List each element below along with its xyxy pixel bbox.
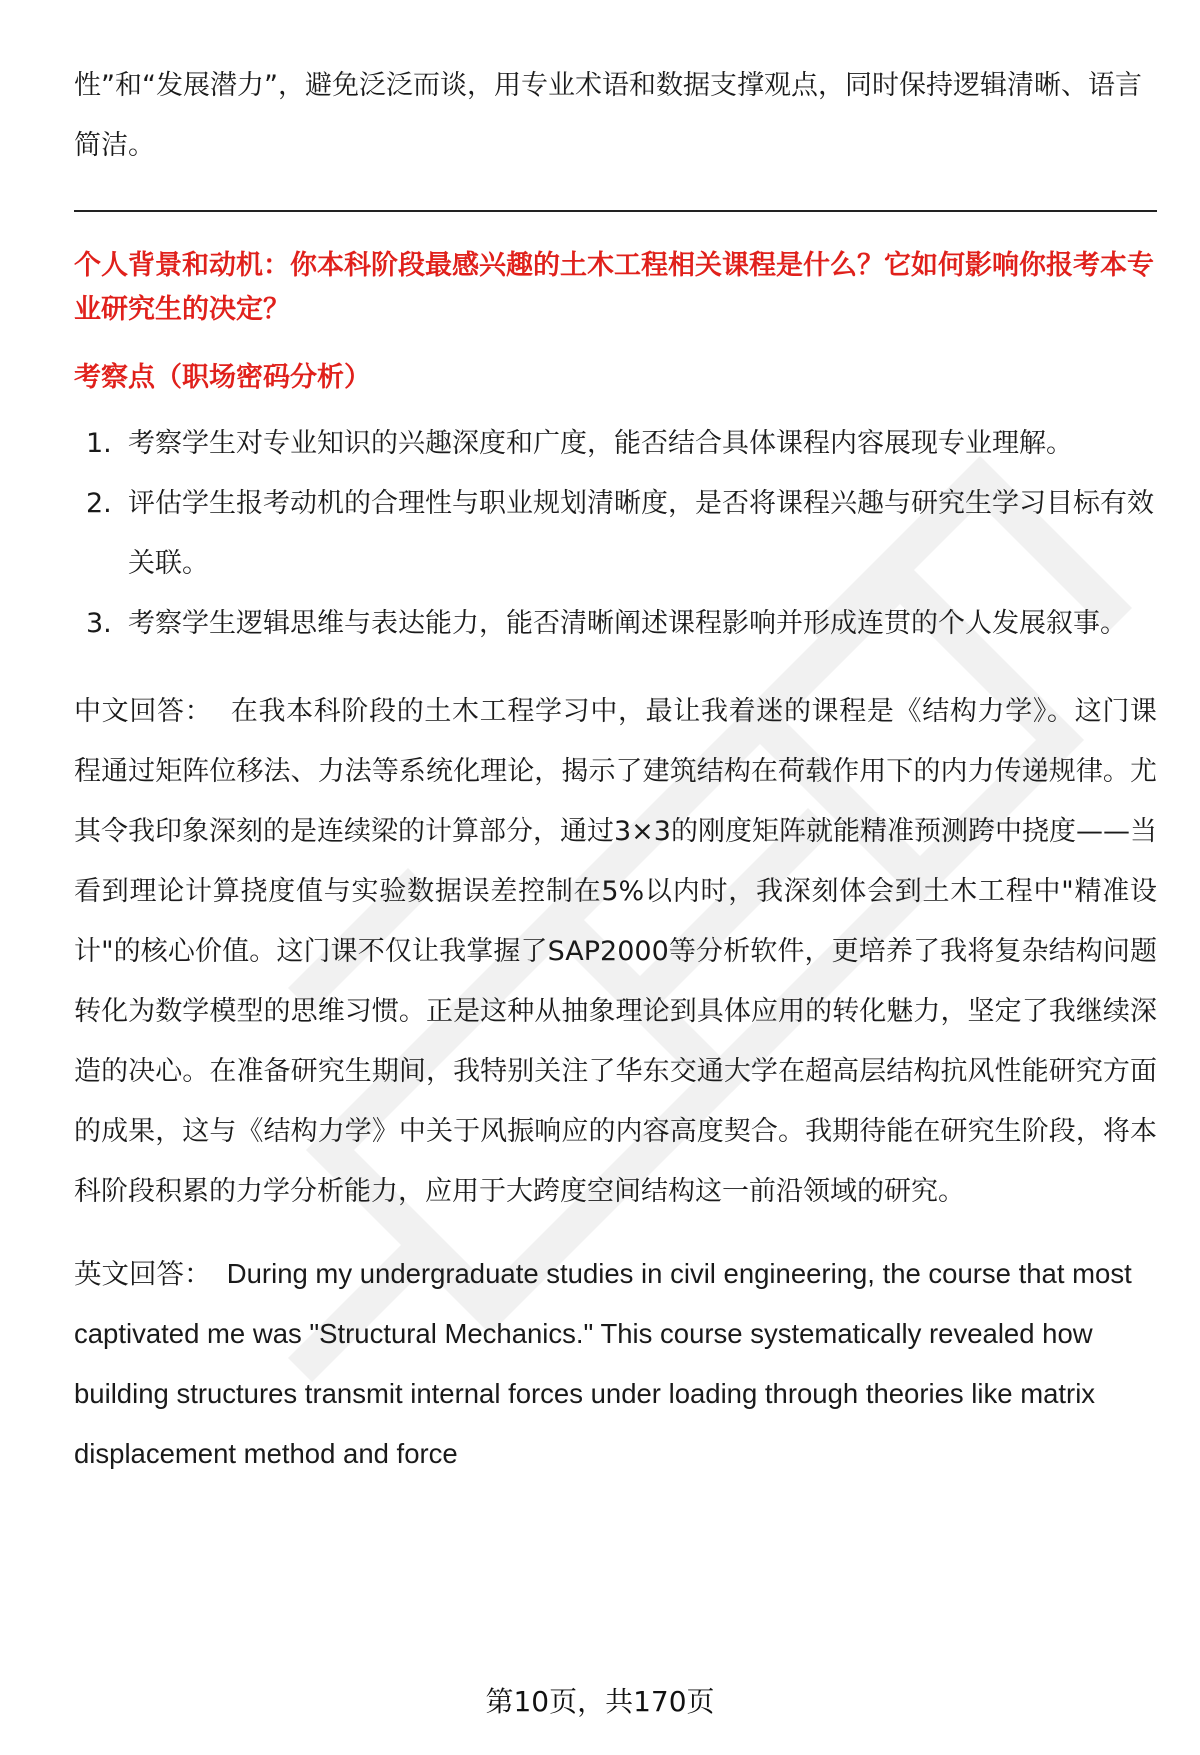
point-text: 考察学生对专业知识的兴趣深度和广度，能否结合具体课程内容展现专业理解。	[128, 428, 1073, 459]
analysis-point	[74, 474, 1157, 594]
chinese-answer	[74, 682, 1157, 1222]
point-number: 2.	[86, 488, 112, 519]
point-number: 1.	[86, 428, 112, 459]
analysis-points-list	[74, 414, 1157, 654]
english-answer-label: 英文回答：	[74, 1258, 212, 1289]
document-page	[74, 56, 1157, 1484]
intro-paragraph: 性”和“发展潜力”，避免泛泛而谈，用专业术语和数据支撑观点，同时保持逻辑清晰、语言简洁。	[74, 70, 1142, 161]
point-number: 3.	[86, 608, 112, 639]
analysis-point	[74, 594, 1157, 654]
section-divider	[74, 210, 1157, 212]
english-answer	[74, 1244, 1157, 1484]
analysis-heading: 考察点（职场密码分析）	[74, 362, 371, 393]
point-text: 考察学生逻辑思维与表达能力，能否清晰阐述课程影响并形成连贯的个人发展叙事。	[128, 608, 1127, 639]
point-text: 评估学生报考动机的合理性与职业规划清晰度，是否将课程兴趣与研究生学习目标有效关联。	[128, 488, 1154, 579]
chinese-answer-label: 中文回答：	[74, 696, 213, 727]
analysis-point	[74, 414, 1157, 474]
page-number: 第10页，共170页	[485, 1685, 715, 1718]
chinese-answer-text: 在我本科阶段的土木工程学习中，最让我着迷的课程是《结构力学》。这门课程通过矩阵位移法、力法等系统化理论，揭示了建筑结构在荷载作用下的内力传递规律。尤其令我印象深刻的是连续梁的计算部分，通过3×3的刚度矩阵就能精准预测跨中挠度——当看到理论计算挠度值与实验数据误差控制在5%以内时，我深刻体会到土木工程中"精准设计"的核心价值。这门课不仅让我掌握了SAP2000等分析软件，更培养了我将复杂结构问题转化为数学模型的思维习惯。正是这种从抽象理论到具体应用的转化魅力，坚定了我继续深造的决心。在准备研究生期间，我特别关注了华东交通大学在超高层结构抗风性能研究方面的成果，这与《结构力学》中关于风振响应的内容高度契合。我期待能在研究生阶段，将本科阶段积累的力学分析能力，应用于大跨度空间结构这一前沿领域的研究。	[74, 696, 1158, 1207]
question-heading: 个人背景和动机：你本科阶段最感兴趣的土木工程相关课程是什么？它如何影响你报考本专业研究生的决定？	[74, 250, 1154, 325]
english-answer-text: During my undergraduate studies in civil engineering, the course that most captivated me was "Structural Mechanics." This course systematically revealed how building structures transmit internal forces under loading through theories like matrix displacement method and force	[74, 1258, 1132, 1469]
